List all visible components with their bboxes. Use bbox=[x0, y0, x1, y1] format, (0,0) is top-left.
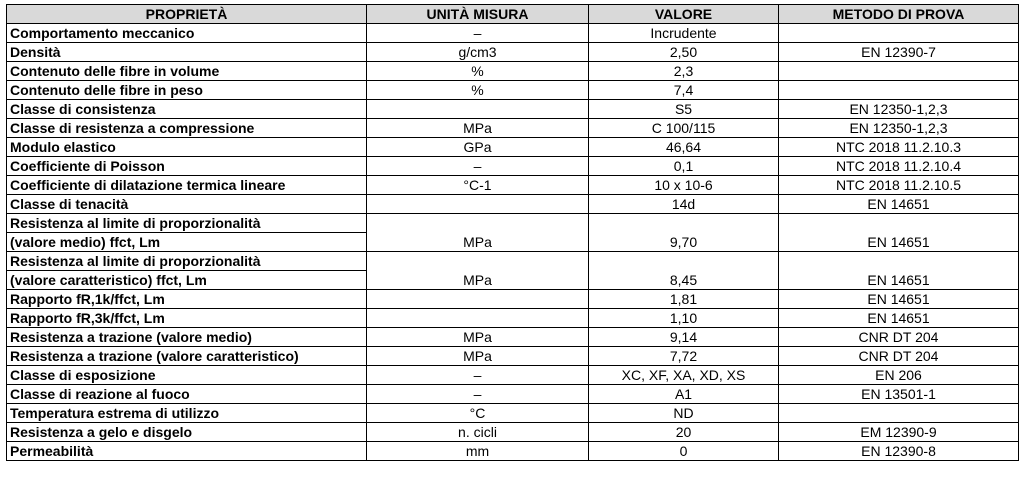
value-cell: C 100/115 bbox=[589, 119, 779, 138]
property-name-cell bbox=[7, 309, 367, 328]
unit-cell: g/cm3 bbox=[367, 43, 589, 62]
property-name: Permeabilità bbox=[10, 443, 94, 459]
property-name: Classe di esposizione bbox=[10, 367, 156, 383]
property-name-cell bbox=[7, 252, 367, 290]
property-name-cell bbox=[7, 24, 367, 43]
value-cell: 7,72 bbox=[589, 347, 779, 366]
table-header-row bbox=[7, 5, 1019, 24]
unit-cell: – bbox=[367, 157, 589, 176]
value-cell: Incrudente bbox=[589, 24, 779, 43]
table-row bbox=[7, 195, 1019, 214]
value-cell: XC, XF, XA, XD, XS bbox=[589, 366, 779, 385]
method-cell bbox=[779, 62, 1019, 81]
table-row bbox=[7, 404, 1019, 423]
property-name: Temperatura estrema di utilizzo bbox=[10, 405, 220, 421]
property-name-cell bbox=[7, 347, 367, 366]
property-name: Resistenza a trazione (valore caratteristico) bbox=[10, 348, 299, 364]
unit-cell bbox=[367, 309, 589, 328]
value-cell: ND bbox=[589, 404, 779, 423]
table-row bbox=[7, 176, 1019, 195]
property-name: Resistenza a trazione (valore medio) bbox=[10, 329, 252, 345]
property-name: Classe di resistenza a compressione bbox=[10, 120, 255, 136]
method-cell: NTC 2018 11.2.10.3 bbox=[779, 138, 1019, 157]
property-name: (valore medio) ffct, Lm bbox=[7, 232, 366, 251]
table-row bbox=[7, 138, 1019, 157]
property-name-cell bbox=[7, 214, 367, 252]
unit-cell: % bbox=[367, 81, 589, 100]
table-row bbox=[7, 385, 1019, 404]
value-cell: 2,3 bbox=[589, 62, 779, 81]
unit-cell: – bbox=[367, 366, 589, 385]
property-name-cell bbox=[7, 100, 367, 119]
method-cell: EN 12350-1,2,3 bbox=[779, 119, 1019, 138]
property-name-cell bbox=[7, 195, 367, 214]
unit-cell: mm bbox=[367, 442, 589, 461]
header-test-method: METODO DI PROVA bbox=[779, 5, 1019, 24]
property-name-cell bbox=[7, 423, 367, 442]
table-row bbox=[7, 119, 1019, 138]
property-name: Resistenza a gelo e disgelo bbox=[10, 424, 193, 440]
property-name-cell bbox=[7, 43, 367, 62]
unit-cell: % bbox=[367, 62, 589, 81]
value-cell: 20 bbox=[589, 423, 779, 442]
property-name-cell bbox=[7, 119, 367, 138]
unit-cell: °C bbox=[367, 404, 589, 423]
method-cell: EN 14651 bbox=[779, 290, 1019, 309]
property-name-cell bbox=[7, 290, 367, 309]
header-value: VALORE bbox=[589, 5, 779, 24]
table-row bbox=[7, 62, 1019, 81]
method-cell: NTC 2018 11.2.10.4 bbox=[779, 157, 1019, 176]
method-cell: EN 12390-7 bbox=[779, 43, 1019, 62]
property-name: Resistenza al limite di proporzionalità bbox=[10, 253, 261, 269]
table-row bbox=[7, 157, 1019, 176]
method-cell: NTC 2018 11.2.10.5 bbox=[779, 176, 1019, 195]
method-cell bbox=[779, 24, 1019, 43]
unit-cell: °C-1 bbox=[367, 176, 589, 195]
unit-cell bbox=[367, 195, 589, 214]
unit-cell bbox=[367, 290, 589, 309]
property-name: Classe di consistenza bbox=[10, 101, 156, 117]
method-cell: EN 13501-1 bbox=[779, 385, 1019, 404]
table-row bbox=[7, 100, 1019, 119]
properties-table bbox=[6, 4, 1019, 461]
value-cell: A1 bbox=[589, 385, 779, 404]
table-row bbox=[7, 252, 1019, 290]
property-name: Rapporto fR,1k/ffct, Lm bbox=[10, 291, 165, 307]
table-row bbox=[7, 81, 1019, 100]
table-row bbox=[7, 290, 1019, 309]
method-cell bbox=[779, 404, 1019, 423]
unit-cell: n. cicli bbox=[367, 423, 589, 442]
unit-cell: GPa bbox=[367, 138, 589, 157]
value-cell: 1,10 bbox=[589, 309, 779, 328]
header-property: PROPRIETÀ bbox=[7, 5, 367, 24]
unit-cell: MPa bbox=[367, 214, 589, 252]
value-cell: 10 x 10-6 bbox=[589, 176, 779, 195]
table-row bbox=[7, 328, 1019, 347]
property-name: Densità bbox=[10, 44, 61, 60]
unit-cell: MPa bbox=[367, 328, 589, 347]
property-name: (valore caratteristico) ffct, Lm bbox=[7, 270, 366, 289]
property-name: Modulo elastico bbox=[10, 139, 116, 155]
property-name-cell bbox=[7, 366, 367, 385]
table-row bbox=[7, 43, 1019, 62]
value-cell: 2,50 bbox=[589, 43, 779, 62]
property-name-cell bbox=[7, 62, 367, 81]
method-cell bbox=[779, 81, 1019, 100]
property-name-cell bbox=[7, 404, 367, 423]
table-row bbox=[7, 24, 1019, 43]
property-name: Comportamento meccanico bbox=[10, 25, 195, 41]
value-cell: 9,14 bbox=[589, 328, 779, 347]
property-name-cell bbox=[7, 157, 367, 176]
property-name: Rapporto fR,3k/ffct, Lm bbox=[10, 310, 165, 326]
method-cell: CNR DT 204 bbox=[779, 347, 1019, 366]
method-cell: EN 12390-8 bbox=[779, 442, 1019, 461]
method-cell: EN 14651 bbox=[779, 214, 1019, 252]
property-name: Classe di reazione al fuoco bbox=[10, 386, 190, 402]
method-cell: EN 14651 bbox=[779, 309, 1019, 328]
table-row bbox=[7, 309, 1019, 328]
value-cell: 8,45 bbox=[589, 252, 779, 290]
value-cell: 0 bbox=[589, 442, 779, 461]
table-row bbox=[7, 366, 1019, 385]
property-name-cell bbox=[7, 138, 367, 157]
value-cell: S5 bbox=[589, 100, 779, 119]
value-cell: 14d bbox=[589, 195, 779, 214]
unit-cell bbox=[367, 100, 589, 119]
property-name: Classe di tenacità bbox=[10, 196, 129, 212]
table-row bbox=[7, 442, 1019, 461]
method-cell: EN 206 bbox=[779, 366, 1019, 385]
property-name-cell bbox=[7, 385, 367, 404]
unit-cell: MPa bbox=[367, 119, 589, 138]
table-body bbox=[7, 24, 1019, 461]
header-unit: UNITÀ MISURA bbox=[367, 5, 589, 24]
method-cell: EN 14651 bbox=[779, 252, 1019, 290]
table-row bbox=[7, 214, 1019, 252]
property-name: Contenuto delle fibre in volume bbox=[10, 63, 220, 79]
property-name: Contenuto delle fibre in peso bbox=[10, 82, 203, 98]
property-name-cell bbox=[7, 176, 367, 195]
method-cell: EM 12390-9 bbox=[779, 423, 1019, 442]
property-name: Coefficiente di Poisson bbox=[10, 158, 165, 174]
unit-cell: MPa bbox=[367, 347, 589, 366]
property-name-cell bbox=[7, 442, 367, 461]
table-row bbox=[7, 423, 1019, 442]
properties-table-container bbox=[6, 4, 1019, 461]
method-cell: EN 14651 bbox=[779, 195, 1019, 214]
value-cell: 1,81 bbox=[589, 290, 779, 309]
value-cell: 0,1 bbox=[589, 157, 779, 176]
property-name: Resistenza al limite di proporzionalità bbox=[10, 215, 261, 231]
value-cell: 7,4 bbox=[589, 81, 779, 100]
unit-cell: MPa bbox=[367, 252, 589, 290]
property-name: Coefficiente di dilatazione termica lineare bbox=[10, 177, 286, 193]
property-name-cell bbox=[7, 328, 367, 347]
value-cell: 9,70 bbox=[589, 214, 779, 252]
unit-cell: – bbox=[367, 24, 589, 43]
unit-cell: – bbox=[367, 385, 589, 404]
value-cell: 46,64 bbox=[589, 138, 779, 157]
method-cell: CNR DT 204 bbox=[779, 328, 1019, 347]
table-row bbox=[7, 347, 1019, 366]
property-name-cell bbox=[7, 81, 367, 100]
method-cell: EN 12350-1,2,3 bbox=[779, 100, 1019, 119]
